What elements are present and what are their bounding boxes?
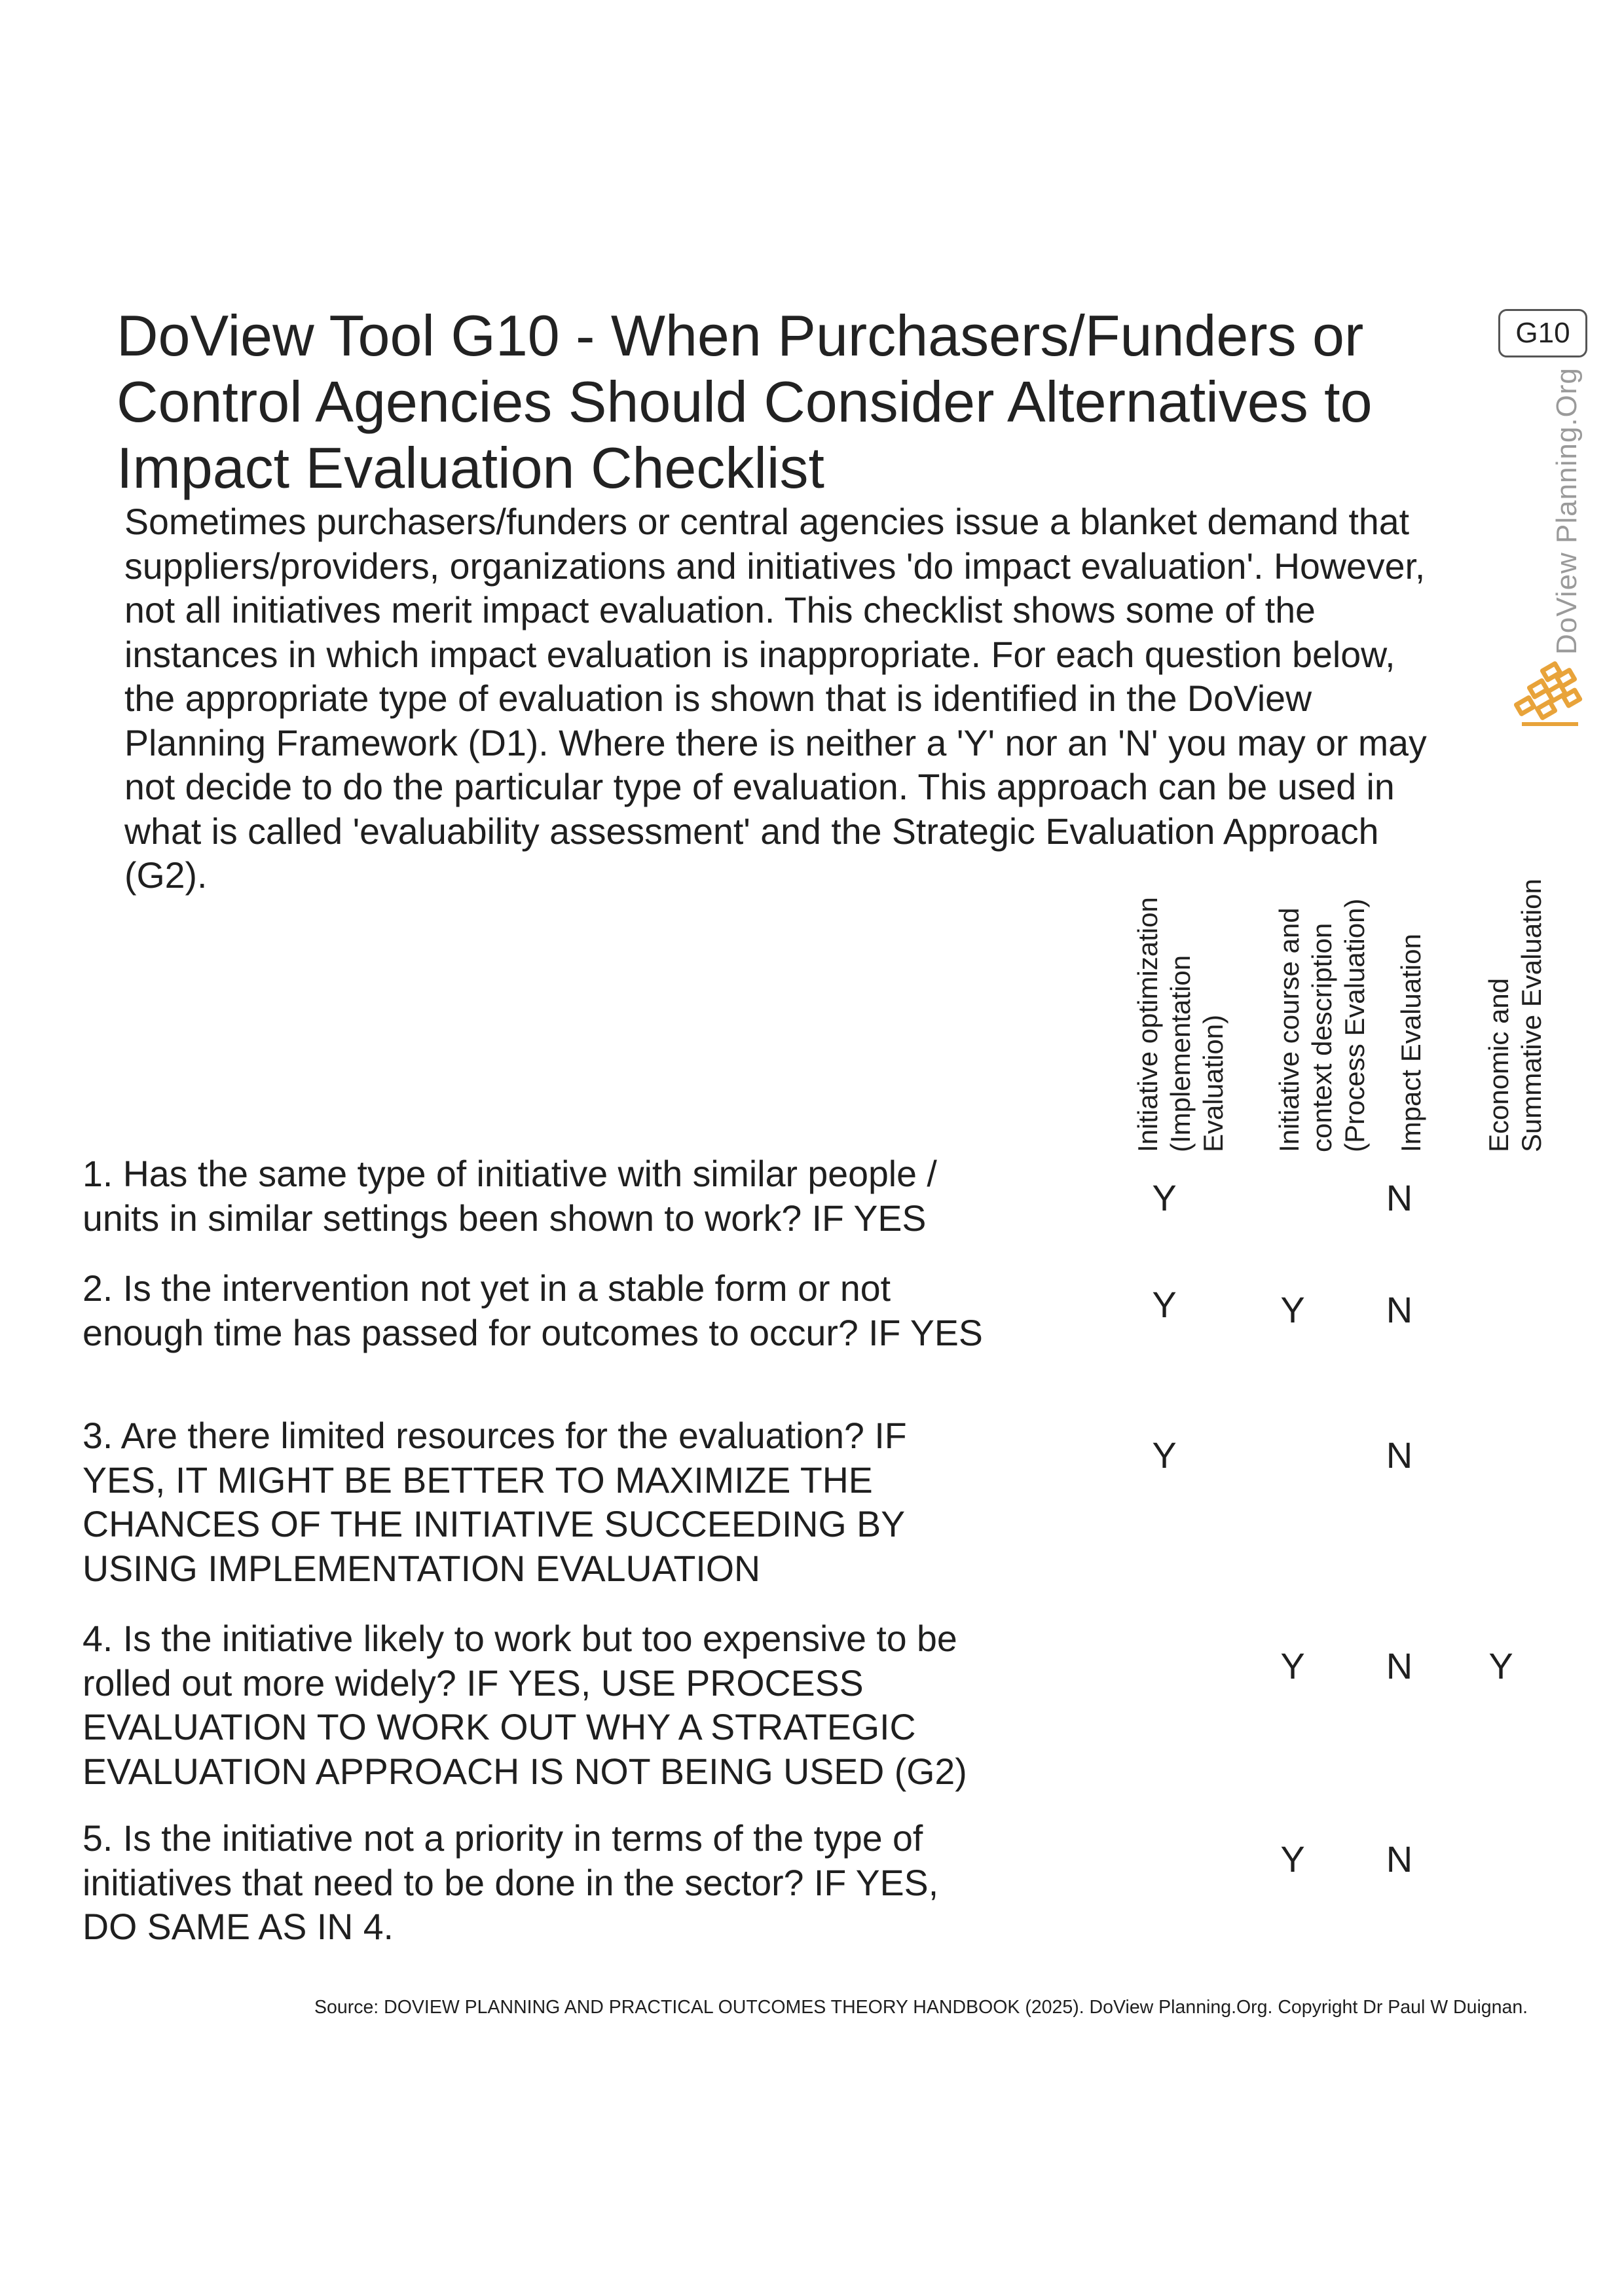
column-header-line: (Process Evaluation) xyxy=(1339,898,1370,1152)
question-3 xyxy=(83,1414,1078,1591)
column-header-line: Initiative course and xyxy=(1274,907,1304,1152)
question-line: DO SAME AS IN 4. xyxy=(83,1906,394,1947)
mark-q1-impact: N xyxy=(1386,1177,1413,1218)
column-header-line: (Implementation xyxy=(1165,955,1196,1152)
question-line: units in similar settings been shown to work? IF YES xyxy=(83,1197,927,1239)
mark-q5-process: Y xyxy=(1280,1838,1305,1880)
question-line: 5. Is the initiative not a priority in terms of the type of xyxy=(83,1818,923,1859)
question-line: CHANCES OF THE INITIATIVE SUCCEEDING BY xyxy=(83,1504,906,1544)
column-header-line: Evaluation) xyxy=(1198,1014,1228,1152)
column-header-impact xyxy=(1395,934,1428,1152)
mark-q3-impact: N xyxy=(1386,1434,1413,1476)
mark-q4-process: Y xyxy=(1280,1645,1305,1686)
mark-q3-implementation: Y xyxy=(1152,1434,1177,1476)
intro-line: suppliers/providers, organizations and initiatives 'do impact evaluation'. However, xyxy=(124,545,1426,587)
tool-code-badge: G10 xyxy=(1498,309,1587,357)
question-4 xyxy=(83,1617,1078,1794)
source-citation: Source: DOVIEW PLANNING AND PRACTICAL OUTCOMES THEORY HANDBOOK (2025). DoView Planning.Org. Copyright Dr Paul W Duignan. xyxy=(314,1997,1528,2018)
column-header-line: Impact Evaluation xyxy=(1395,934,1426,1152)
intro-line: Sometimes purchasers/funders or central agencies issue a blanket demand that xyxy=(124,501,1410,542)
question-line: USING IMPLEMENTATION EVALUATION xyxy=(83,1548,761,1589)
brand-text: DoView Planning.Org xyxy=(1551,367,1583,655)
title-line: Control Agencies Should Consider Alternatives to xyxy=(117,369,1373,434)
mark-q4-economic: Y xyxy=(1488,1645,1513,1686)
question-line: rolled out more widely? IF YES, USE PROCESS xyxy=(83,1662,864,1704)
title-line: Impact Evaluation Checklist xyxy=(117,435,824,500)
question-1 xyxy=(83,1152,1078,1241)
mark-q4-impact: N xyxy=(1386,1645,1413,1686)
intro-line: not decide to do the particular type of evaluation. This approach can be used in xyxy=(124,767,1395,807)
question-line: YES, IT MIGHT BE BETTER TO MAXIMIZE THE xyxy=(83,1459,873,1501)
column-header-line: Summative Evaluation xyxy=(1516,879,1547,1152)
intro-line: what is called 'evaluability assessment' and the Strategic Evaluation Approach xyxy=(124,811,1379,852)
mark-q2-process: Y xyxy=(1280,1289,1305,1330)
column-header-line: Economic and xyxy=(1483,977,1514,1152)
question-line: 3. Are there limited resources for the evaluation? IF xyxy=(83,1415,907,1456)
question-5 xyxy=(83,1817,1078,1950)
doview-logo-icon xyxy=(1513,661,1585,733)
intro-paragraph xyxy=(124,500,1506,898)
column-header-process xyxy=(1273,899,1371,1153)
question-line: enough time has passed for outcomes to occur? IF YES xyxy=(83,1312,983,1353)
question-line: EVALUATION TO WORK OUT WHY A STRATEGIC xyxy=(83,1707,916,1747)
question-2 xyxy=(83,1267,1078,1355)
intro-line: (G2). xyxy=(124,855,208,896)
mark-q1-implementation: Y xyxy=(1152,1177,1177,1218)
mark-q2-implementation: Y xyxy=(1152,1284,1177,1325)
question-line: 4. Is the initiative likely to work but too expensive to be xyxy=(83,1618,957,1659)
intro-line: instances in which impact evaluation is inappropriate. For each question below, xyxy=(124,634,1395,675)
intro-line: not all initiatives merit impact evaluation. This checklist shows some of the xyxy=(124,590,1316,630)
intro-line: Planning Framework (D1). Where there is neither a 'Y' nor an 'N' you may or may xyxy=(124,722,1427,763)
intro-line: the appropriate type of evaluation is shown that is identified in the DoView xyxy=(124,678,1312,719)
question-line: 2. Is the intervention not yet in a stable form or not xyxy=(83,1268,891,1309)
question-line: initiatives that need to be done in the sector? IF YES, xyxy=(83,1862,939,1903)
question-line: EVALUATION APPROACH IS NOT BEING USED (G2) xyxy=(83,1751,967,1792)
title-line: DoView Tool G10 - When Purchasers/Funders or xyxy=(117,303,1364,368)
column-header-line: context description xyxy=(1306,922,1337,1152)
mark-q2-impact: N xyxy=(1386,1289,1413,1330)
mark-q5-impact: N xyxy=(1386,1838,1413,1880)
column-header-line: Initiative optimization xyxy=(1132,897,1163,1152)
column-header-economic xyxy=(1483,879,1548,1152)
column-header-implementation xyxy=(1132,897,1230,1152)
question-line: 1. Has the same type of initiative with similar people / xyxy=(83,1154,937,1194)
page-title xyxy=(117,302,1426,501)
